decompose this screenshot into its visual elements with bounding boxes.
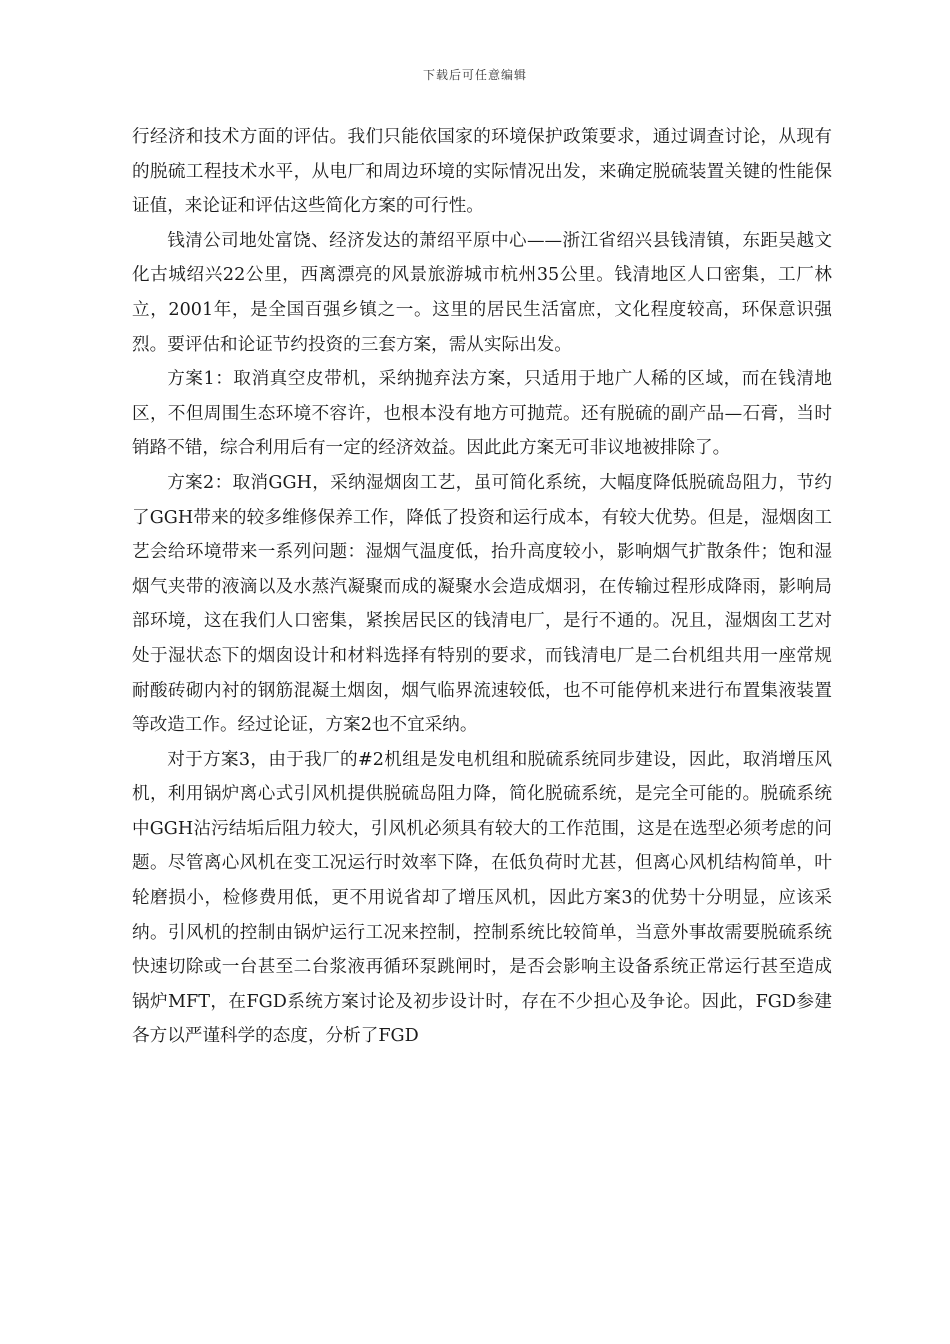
paragraph-option-3: 对于方案3，由于我厂的#2机组是发电机组和脱硫系统同步建设，因此，取消增压风机，利用锅炉离心式引风机提供脱硫岛阻力降，简化脱硫系统，是完全可能的。脱硫系统中GGH沾污结垢后阻力较大，引风机必须具有较大的工作范围，这是在选型必须考虑的问题。尽管离心风机在变工况运行时效率下降，在低负荷时尤甚，但离心风机结构简单，叶轮磨损小，检修费用低，更不用说省却了增压风机，因此方案3的优势十分明显，应该采纳。引风机的控制由锅炉运行工况来控制，控制系统比较简单，当意外事故需要脱硫系统快速切除或一台甚至二台浆液再循环泵跳闸时，是否会影响主设备系统正常运行甚至造成锅炉MFT，在FGD系统方案讨论及初步设计时，存在不少担心及争论。因此，FGD参建各方以严谨科学的态度，分析了FGD [132,749,832,1047]
paragraph-location: 钱清公司地处富饶、经济发达的萧绍平原中心——浙江省绍兴县钱清镇，东距吴越文化古城绍兴22公里，西离漂亮的风景旅游城市杭州35公里。钱清地区人口密集，工厂林立，2001年，是全国百强乡镇之一。这里的居民生活富庶，文化程度较高，环保意识强烈。要评估和论证节约投资的三套方案，需从实际出发。 [132,230,832,355]
page-header: 下载后可任意编辑 [422,68,527,82]
paragraph-option-1: 方案1：取消真空皮带机，采纳抛弃法方案，只适用于地广人稀的区域，而在钱清地区，不但周围生态环境不容许，也根本没有地方可抛荒。还有脱硫的副产品—石膏，当时销路不错，综合利用后有一定的经济效益。因此此方案无可非议地被排除了。 [132,369,832,459]
body-text [132,120,832,1054]
paragraph-continuation: 行经济和技术方面的评估。我们只能依国家的环境保护政策要求，通过调查讨论，从现有的脱硫工程技术水平，从电厂和周边环境的实际情况出发，来确定脱硫装置关键的性能保证值，来论证和评估这些简化方案的可行性。 [132,127,832,217]
paragraph-option-2: 方案2：取消GGH，采纳湿烟囱工艺，虽可简化系统，大幅度降低脱硫岛阻力，节约了GGH带来的较多维修保养工作，降低了投资和运行成本，有较大优势。但是，湿烟囱工艺会给环境带来一系列问题：湿烟气温度低，抬升高度较小，影响烟气扩散条件；饱和湿烟气夹带的液滴以及水蒸汽凝聚而成的凝聚水会造成烟羽，在传输过程形成降雨，影响局部环境，这在我们人口密集，紧挨居民区的钱清电厂，是行不通的。况且，湿烟囱工艺对处于湿状态下的烟囱设计和材料选择有特别的要求，而钱清电厂是二台机组共用一座常规耐酸砖砌内衬的钢筋混凝土烟囱，烟气临界流速较低，也不可能停机来进行布置集液装置等改造工作。经过论证，方案2也不宜采纳。 [132,472,832,736]
